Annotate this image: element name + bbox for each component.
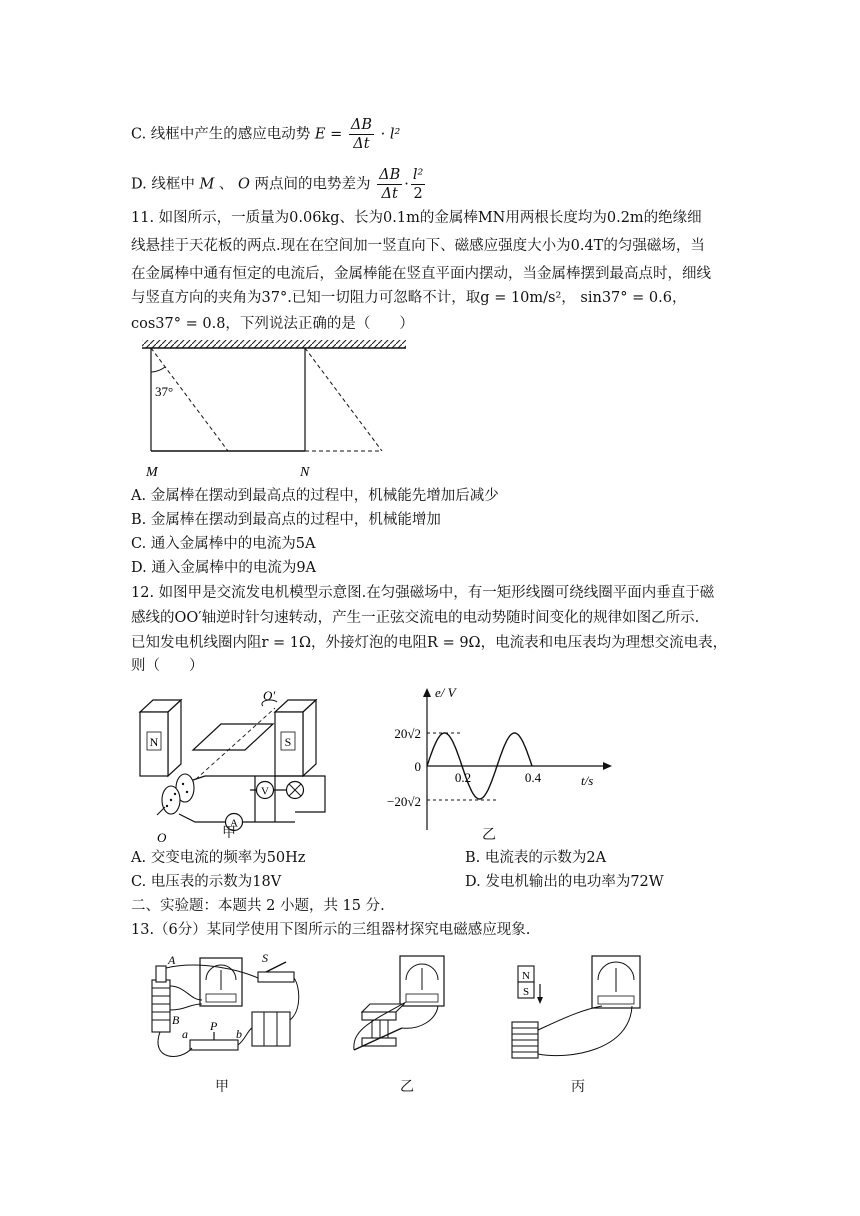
q11-option-c: C. 通入金属棒中的电流为5A xyxy=(131,536,316,552)
angle-label: 37° xyxy=(155,384,174,399)
fraction-denominator: Δt xyxy=(381,186,398,202)
q10-option-c-e: E = xyxy=(314,126,343,143)
q13-caption-bing: 丙 xyxy=(571,1079,585,1095)
q12-option-d: D. 发电机输出的电功率为72W xyxy=(465,874,664,890)
q12-line-4: 则（ ） xyxy=(131,658,204,674)
label-lower-b: b xyxy=(236,1027,242,1041)
q11-line-2: 线悬挂于天花板的两点.现在在空间加一竖直向下、磁感应强度大小为0.4T的匀强磁场，当 xyxy=(131,238,705,254)
y-axis-arrow xyxy=(423,688,431,697)
q13-stem: 13.（6分）某同学使用下图所示的三组器材探究电磁感应现象. xyxy=(131,922,531,938)
q11-line-4: 与竖直方向的夹角为37°.已知一切阻力可忽略不计，取g = 10m/s²， sin37° = 0.6， xyxy=(131,290,687,306)
q12-emf-chart xyxy=(365,682,615,842)
label-o: O xyxy=(157,830,167,845)
q11-line-5: cos37° = 0.8，下列说法正确的是（ ） xyxy=(131,316,414,332)
q13-caption-jia: 甲 xyxy=(215,1079,229,1095)
q11-line-3: 在金属棒中通有恒定的电流后，金属棒能在竖直平面内摆动，当金属棒摆到最高点时，细线 xyxy=(131,266,711,282)
label-magnet-n: N xyxy=(522,970,530,982)
q12-option-a: A. 交变电流的频率为50Hz xyxy=(131,850,306,866)
q11-option-b: B. 金属棒在摆动到最高点的过程中，机械能增加 xyxy=(131,512,441,528)
q12-option-c: C. 电压表的示数为18V xyxy=(131,874,282,890)
q10-option-c-tail: · l² xyxy=(380,126,401,143)
down-arrow-icon xyxy=(537,997,543,1004)
q10-option-d-sep: 、 xyxy=(218,176,234,193)
y-tick-zero: 0 xyxy=(414,759,421,774)
q10-option-c-text: C. 线框中产生的感应电动势 xyxy=(131,126,311,143)
q11-option-a: A. 金属棒在摆动到最高点的过程中，机械能先增加后减少 xyxy=(131,488,499,504)
q12-caption-jia: 甲 xyxy=(222,825,236,841)
q13-caption-yi: 乙 xyxy=(400,1079,414,1095)
y-axis-label: e/ V xyxy=(435,685,456,700)
dashed-thread-left xyxy=(151,348,228,451)
rheostat xyxy=(190,1040,238,1050)
ammeter-label: A xyxy=(230,817,238,830)
x-tick-02: 0.2 xyxy=(454,770,472,785)
apparatus-bing xyxy=(512,956,640,1058)
voltmeter-label: V xyxy=(261,785,269,798)
fraction-numerator: l² xyxy=(412,167,424,183)
label-lower-a: a xyxy=(182,1027,188,1041)
switch-s xyxy=(258,972,294,982)
label-n-pole: N xyxy=(149,735,159,749)
q12-line-2: 感线的OO′轴逆时针匀速转动，产生一正弦交流电的电动势随时间变化的规律如图乙所示. xyxy=(131,610,700,626)
fraction-denominator: 2 xyxy=(413,186,423,202)
q12-line-3: 已知发电机线圈内阻r = 1Ω，外接灯泡的电阻R = 9Ω，电流表和电压表均为理想交流电表， xyxy=(131,635,728,651)
x-axis-arrow xyxy=(603,762,612,770)
label-magnet-s: S xyxy=(522,986,530,998)
battery xyxy=(252,1012,290,1046)
label-s-pole: S xyxy=(284,735,292,749)
label-o-prime: O′ xyxy=(263,690,276,703)
x-axis-label: t/s xyxy=(581,773,594,788)
q11-line-1: 11. 如图所示，一质量为0.06kg、长为0.1m的金属棒MN用两根长度均为0.2m的绝缘细 xyxy=(131,210,702,226)
angle-arc xyxy=(151,367,165,372)
section-2-heading: 二、实验题：本题共 2 小题，共 15 分. xyxy=(131,898,385,914)
q10-option-c xyxy=(131,116,400,153)
label-p: P xyxy=(210,1019,218,1033)
apparatus-jia xyxy=(152,951,299,1056)
y-tick-top: 20√2 xyxy=(394,726,421,741)
label-n: N xyxy=(300,465,310,480)
q11-option-d: D. 通入金属棒中的电流为9A xyxy=(131,560,317,576)
q11-pendulum-figure xyxy=(138,338,408,480)
y-tick-bottom: −20√2 xyxy=(387,794,421,809)
q10-option-d-m: M xyxy=(199,176,215,193)
q10-option-d-o: O xyxy=(238,176,250,193)
fraction-denominator: Δt xyxy=(353,136,370,152)
q13-apparatus-figure xyxy=(140,950,660,1090)
solenoid-a xyxy=(156,966,166,982)
x-tick-04: 0.4 xyxy=(524,770,542,785)
ceiling-hatch xyxy=(142,340,406,348)
q12-line-1: 12. 如图甲是交流发电机模型示意图.在匀强磁场中，有一矩形线圈可绕线圈平面内垂直于磁 xyxy=(131,585,715,601)
fraction-numerator: ΔB xyxy=(379,167,401,183)
q10-option-c-fraction xyxy=(349,116,374,153)
label-s: S xyxy=(262,951,268,965)
label-a: A xyxy=(168,953,176,967)
q10-option-d: D. 线框中 M 、 O 两点间的电势差为 $\frac{\Delta B}{\Delta t}$ · $\frac{\text{l²}}{2}$ xyxy=(131,167,424,202)
q12-caption-yi: 乙 xyxy=(482,827,496,843)
label-b: B xyxy=(172,1013,180,1027)
q10-option-d-prefix: D. 线框中 xyxy=(131,176,195,193)
q10-option-d-fraction-2 xyxy=(411,166,425,203)
magnet-top xyxy=(362,1012,396,1020)
label-m: M xyxy=(146,465,158,480)
q12-option-b: B. 电流表的示数为2A xyxy=(465,850,607,866)
q10-option-d-mid: 两点间的电势差为 xyxy=(254,176,371,193)
q10-option-d-fraction-1 xyxy=(377,166,402,203)
apparatus-yi xyxy=(354,956,444,1050)
fraction-numerator: ΔB xyxy=(350,117,372,133)
dashed-thread-right xyxy=(305,348,382,451)
